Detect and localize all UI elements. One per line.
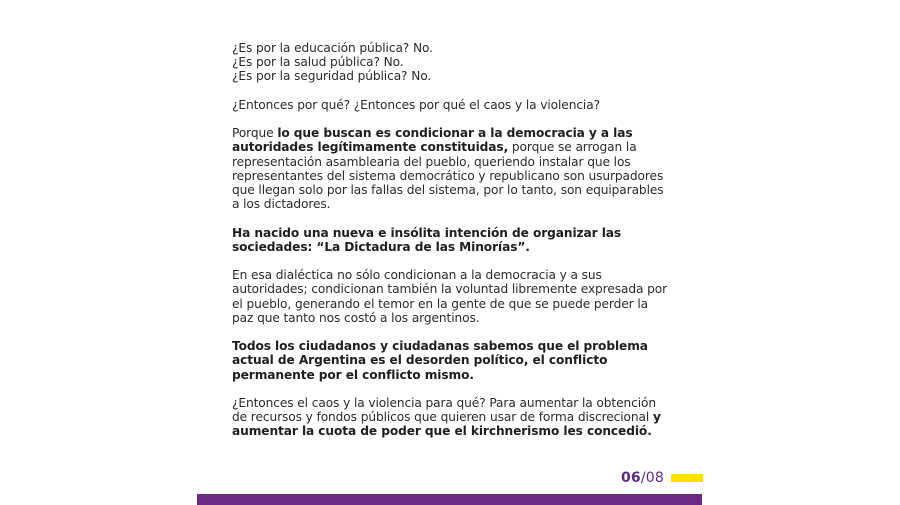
intro-line-1: ¿Es por la educación pública? No.: [232, 41, 433, 55]
paragraph-1-bold: lo que buscan es condicionar a la democracia y a las autoridades legítimamente constituidas,: [232, 126, 633, 155]
paragraph-1-lead: Porque: [232, 126, 278, 141]
paragraph-3: En esa dialéctica no sólo condicionan a la democracia y a sus autoridades; condicionan también la voluntad libremente expresada por el pueblo, generando el temor en la gente de que se puede perder la paz que tanto nos costó a los argentinos.: [232, 268, 668, 325]
paragraph-1-rest: porque se arrogan la representación asamblearia del pueblo, queriendo instalar que los representantes del sistema democrático y republicano son usurpadores que llegan solo por las fallas del sistema, por lo tanto, son equiparables a los dictadores.: [232, 140, 664, 212]
article-body: [232, 41, 672, 439]
paragraph-5-text: ¿Entonces el caos y la violencia para qué? Para aumentar la obtención de recursos y fondos públicos que quieren usar de forma discrecional: [232, 395, 656, 425]
purple-footer-band: [197, 494, 702, 505]
paragraph-4-bold: Todos los ciudadanos y ciudadanas sabemos que el problema actual de Argentina es el desorden político, el conflicto permanente por el conflicto mismo.: [232, 339, 648, 382]
yellow-accent-bar: [671, 474, 703, 482]
page-current: 06: [620, 470, 641, 486]
page-separator: /: [640, 470, 646, 486]
paragraph-1: [232, 126, 672, 211]
page-indicator: [621, 470, 664, 486]
question-line: ¿Entonces por qué? ¿Entonces por qué el caos y la violencia?: [232, 97, 600, 112]
paragraph-2-bold: Ha nacido una nueva e insólita intención de organizar las sociedades: “La Dictadura de las Minorías”.: [232, 225, 622, 254]
paragraph-5-bold: y aumentar la cuota de poder que el kirchnerismo les concedió.: [232, 410, 661, 439]
intro-line-2: ¿Es por la salud pública? No.: [232, 55, 404, 70]
paragraph-5: [232, 396, 672, 439]
intro-line-3: ¿Es por la seguridad pública? No.: [232, 69, 432, 84]
page-total: 08: [645, 470, 664, 486]
